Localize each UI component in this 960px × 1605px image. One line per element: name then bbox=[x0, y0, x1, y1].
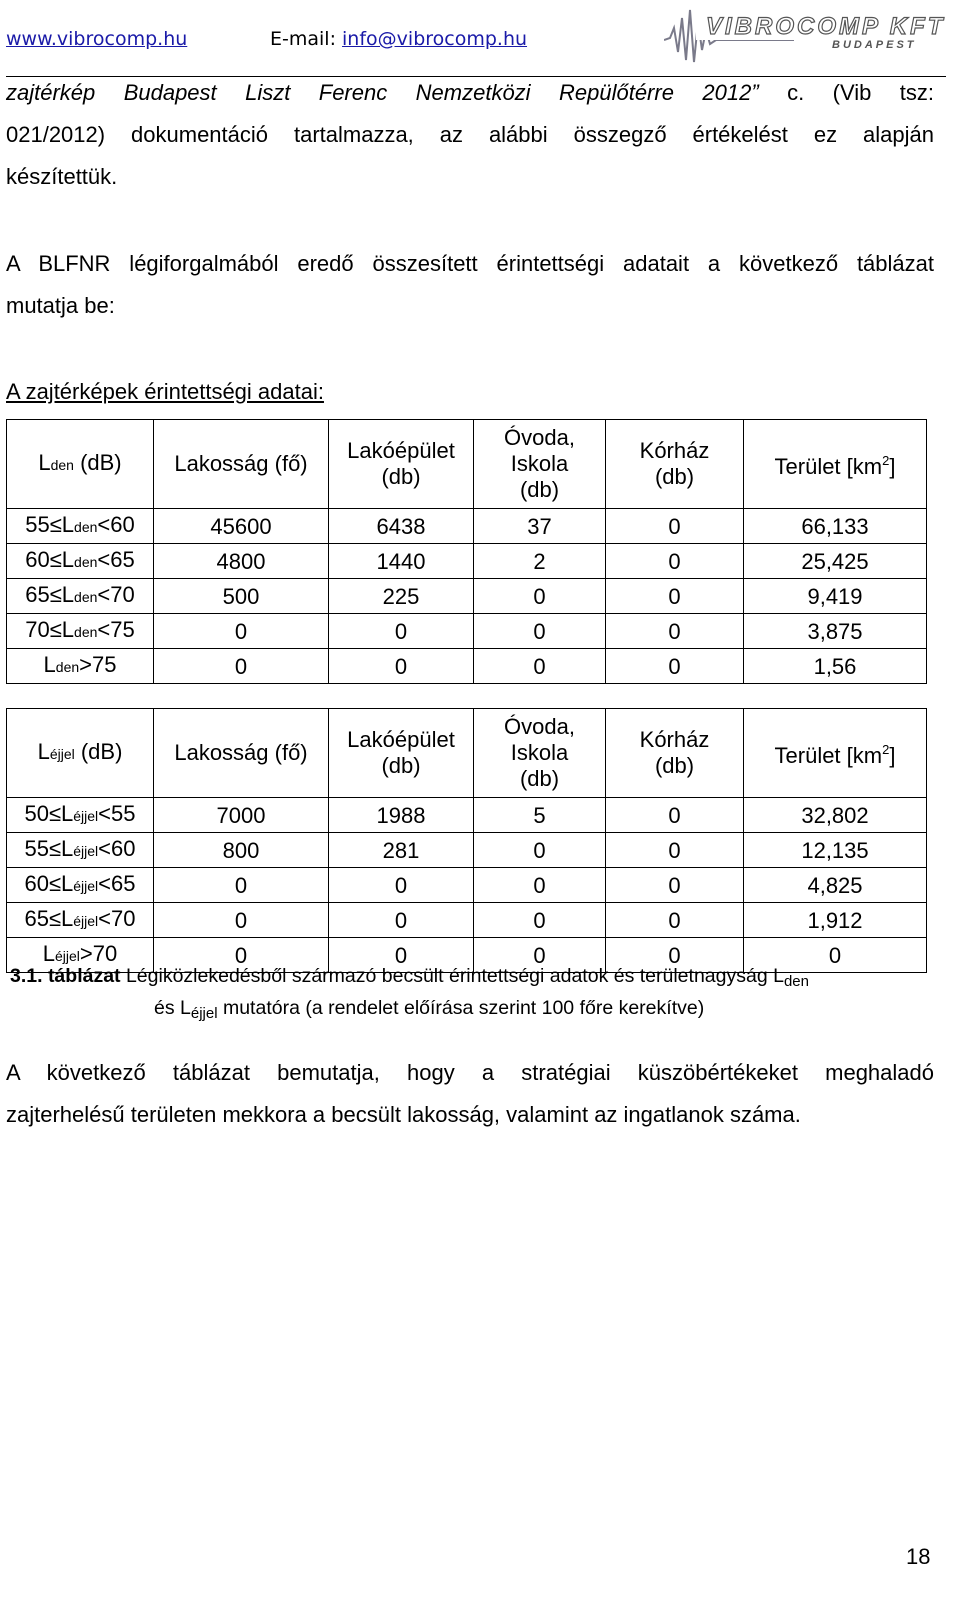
intro-paragraph bbox=[6, 72, 934, 198]
schools-cell: 0 bbox=[474, 868, 606, 903]
hospitals-cell: 0 bbox=[606, 614, 744, 649]
area-cell: 1,912 bbox=[744, 903, 927, 938]
area-cell: 12,135 bbox=[744, 833, 927, 868]
table-row bbox=[7, 868, 927, 903]
area-cell: 32,802 bbox=[744, 798, 927, 833]
table-caption bbox=[6, 963, 936, 1027]
header-area: Terület $[km^2]$ bbox=[744, 709, 927, 798]
page-header bbox=[0, 0, 960, 80]
range-cell: 65≤Lden<70 bbox=[7, 579, 154, 614]
caption-text-2: és L bbox=[154, 997, 191, 1019]
header-residential-buildings: Lakóépület (db) bbox=[329, 420, 474, 509]
summary-paragraph bbox=[6, 243, 934, 327]
email-label: E-mail: bbox=[270, 28, 336, 50]
hospitals-cell: 0 bbox=[606, 833, 744, 868]
population-cell: 4800 bbox=[154, 544, 329, 579]
area-cell: 1,56 bbox=[744, 649, 927, 684]
closing-paragraph bbox=[6, 1052, 934, 1136]
closing-line-2: zajterhelésű területen mekkora a becsült lakosság, valamint az ingatlanok száma. bbox=[6, 1102, 801, 1127]
buildings-cell: 0 bbox=[329, 649, 474, 684]
caption-line-2 bbox=[6, 995, 936, 1027]
area-cell: 4,825 bbox=[744, 868, 927, 903]
closing-line-1: A következő táblázat bemutatja, hogy a stratégiai küszöbértékeket meghaladó bbox=[6, 1060, 934, 1085]
population-cell: 0 bbox=[154, 614, 329, 649]
table-row bbox=[7, 798, 927, 833]
intro-line-1 bbox=[6, 72, 934, 114]
email-contact bbox=[270, 28, 527, 50]
table-row bbox=[7, 544, 927, 579]
range-cell: 50≤Léjjel<55 bbox=[7, 798, 154, 833]
intro-line-2: 021/2012) dokumentáció tartalmazza, az alábbi összegző értékelést ez alapján bbox=[6, 122, 934, 147]
buildings-cell: 0 bbox=[329, 938, 474, 973]
intro-italic-title: zajtérkép Budapest Liszt Ferenc Nemzetközi Repülőtérre 2012” bbox=[6, 80, 759, 105]
lden-table bbox=[6, 419, 927, 684]
email-link[interactable]: info@vibrocomp.hu bbox=[342, 28, 528, 50]
population-cell: 0 bbox=[154, 938, 329, 973]
header-population: Lakosság (fő) bbox=[154, 420, 329, 509]
population-cell: 0 bbox=[154, 868, 329, 903]
population-cell: 0 bbox=[154, 903, 329, 938]
schools-cell: 0 bbox=[474, 649, 606, 684]
header-lden: Lden (dB) bbox=[7, 420, 154, 509]
header-schools: Óvoda, Iskola (db) bbox=[474, 420, 606, 509]
lejjel-table bbox=[6, 708, 927, 973]
table-row bbox=[7, 833, 927, 868]
hospitals-cell: 0 bbox=[606, 903, 744, 938]
range-cell: 60≤Lden<65 bbox=[7, 544, 154, 579]
schools-cell: 0 bbox=[474, 614, 606, 649]
schools-cell: 0 bbox=[474, 938, 606, 973]
range-cell: 55≤Léjjel<60 bbox=[7, 833, 154, 868]
schools-cell: 5 bbox=[474, 798, 606, 833]
page-number: 18 bbox=[906, 1544, 931, 1569]
buildings-cell: 0 bbox=[329, 614, 474, 649]
buildings-cell: 6438 bbox=[329, 509, 474, 544]
table-row bbox=[7, 903, 927, 938]
range-cell: 65≤Léjjel<70 bbox=[7, 903, 154, 938]
caption-number: 3.1. táblázat bbox=[10, 965, 121, 987]
table-row bbox=[7, 579, 927, 614]
intro-line1-rest: c. (Vib tsz: bbox=[758, 80, 935, 105]
area-cell: 3,875 bbox=[744, 614, 927, 649]
table-row bbox=[7, 509, 927, 544]
buildings-cell: 1988 bbox=[329, 798, 474, 833]
header-area: Terület $[km^2]$ bbox=[744, 420, 927, 509]
header-residential-buildings: Lakóépület (db) bbox=[329, 709, 474, 798]
schools-cell: 0 bbox=[474, 903, 606, 938]
hospitals-cell: 0 bbox=[606, 868, 744, 903]
population-cell: 0 bbox=[154, 649, 329, 684]
logo-subtext: BUDAPEST bbox=[832, 39, 917, 51]
population-cell: 7000 bbox=[154, 798, 329, 833]
lden-header-row bbox=[7, 420, 927, 509]
vibrocomp-logo bbox=[664, 0, 954, 72]
population-cell: 500 bbox=[154, 579, 329, 614]
hospitals-cell: 0 bbox=[606, 938, 744, 973]
table-row bbox=[7, 649, 927, 684]
population-cell: 800 bbox=[154, 833, 329, 868]
intro-line-3: készítettük. bbox=[6, 164, 118, 189]
table-row bbox=[7, 614, 927, 649]
schools-cell: 0 bbox=[474, 579, 606, 614]
area-cell: 66,133 bbox=[744, 509, 927, 544]
header-schools: Óvoda, Iskola (db) bbox=[474, 709, 606, 798]
area-cell: 0 bbox=[744, 938, 927, 973]
website-link[interactable]: www.vibrocomp.hu bbox=[6, 28, 188, 50]
caption-text-3: mutatóra (a rendelet előírása szerint 100 főre kerekítve) bbox=[217, 997, 705, 1019]
lejjel-header-row bbox=[7, 709, 927, 798]
schools-cell: 2 bbox=[474, 544, 606, 579]
hospitals-cell: 0 bbox=[606, 509, 744, 544]
buildings-cell: 0 bbox=[329, 903, 474, 938]
caption-sub-2: éjjel bbox=[190, 1005, 218, 1022]
area-cell: 25,425 bbox=[744, 544, 927, 579]
caption-text-1: Légiközlekedésből származó becsült érintettségi adatok és területnagyság L bbox=[120, 965, 784, 987]
logo-text: VIBROCOMP KFT bbox=[706, 13, 946, 40]
range-cell: 70≤Lden<75 bbox=[7, 614, 154, 649]
schools-cell: 37 bbox=[474, 509, 606, 544]
header-lejjel: Léjjel (dB) bbox=[7, 709, 154, 798]
buildings-cell: 225 bbox=[329, 579, 474, 614]
caption-line-1 bbox=[6, 963, 936, 995]
range-cell: 60≤Léjjel<65 bbox=[7, 868, 154, 903]
schools-cell: 0 bbox=[474, 833, 606, 868]
hospitals-cell: 0 bbox=[606, 649, 744, 684]
area-cell: 9,419 bbox=[744, 579, 927, 614]
summary-line-2: mutatja be: bbox=[6, 293, 115, 318]
header-hospitals: Kórház (db) bbox=[606, 709, 744, 798]
summary-line-1: A BLFNR légiforgalmából eredő összesített érintettségi adatait a következő táblázat bbox=[6, 251, 934, 276]
section-heading: A zajtérképek érintettségi adatai: bbox=[6, 379, 324, 404]
header-population: Lakosság (fő) bbox=[154, 709, 329, 798]
header-hospitals: Kórház (db) bbox=[606, 420, 744, 509]
hospitals-cell: 0 bbox=[606, 579, 744, 614]
buildings-cell: 1440 bbox=[329, 544, 474, 579]
hospitals-cell: 0 bbox=[606, 798, 744, 833]
range-cell: Léjjel>70 bbox=[7, 938, 154, 973]
population-cell: 45600 bbox=[154, 509, 329, 544]
range-cell: Lden>75 bbox=[7, 649, 154, 684]
buildings-cell: 0 bbox=[329, 868, 474, 903]
hospitals-cell: 0 bbox=[606, 544, 744, 579]
range-cell: 55≤Lden<60 bbox=[7, 509, 154, 544]
buildings-cell: 281 bbox=[329, 833, 474, 868]
caption-sub-1: den bbox=[783, 973, 809, 990]
